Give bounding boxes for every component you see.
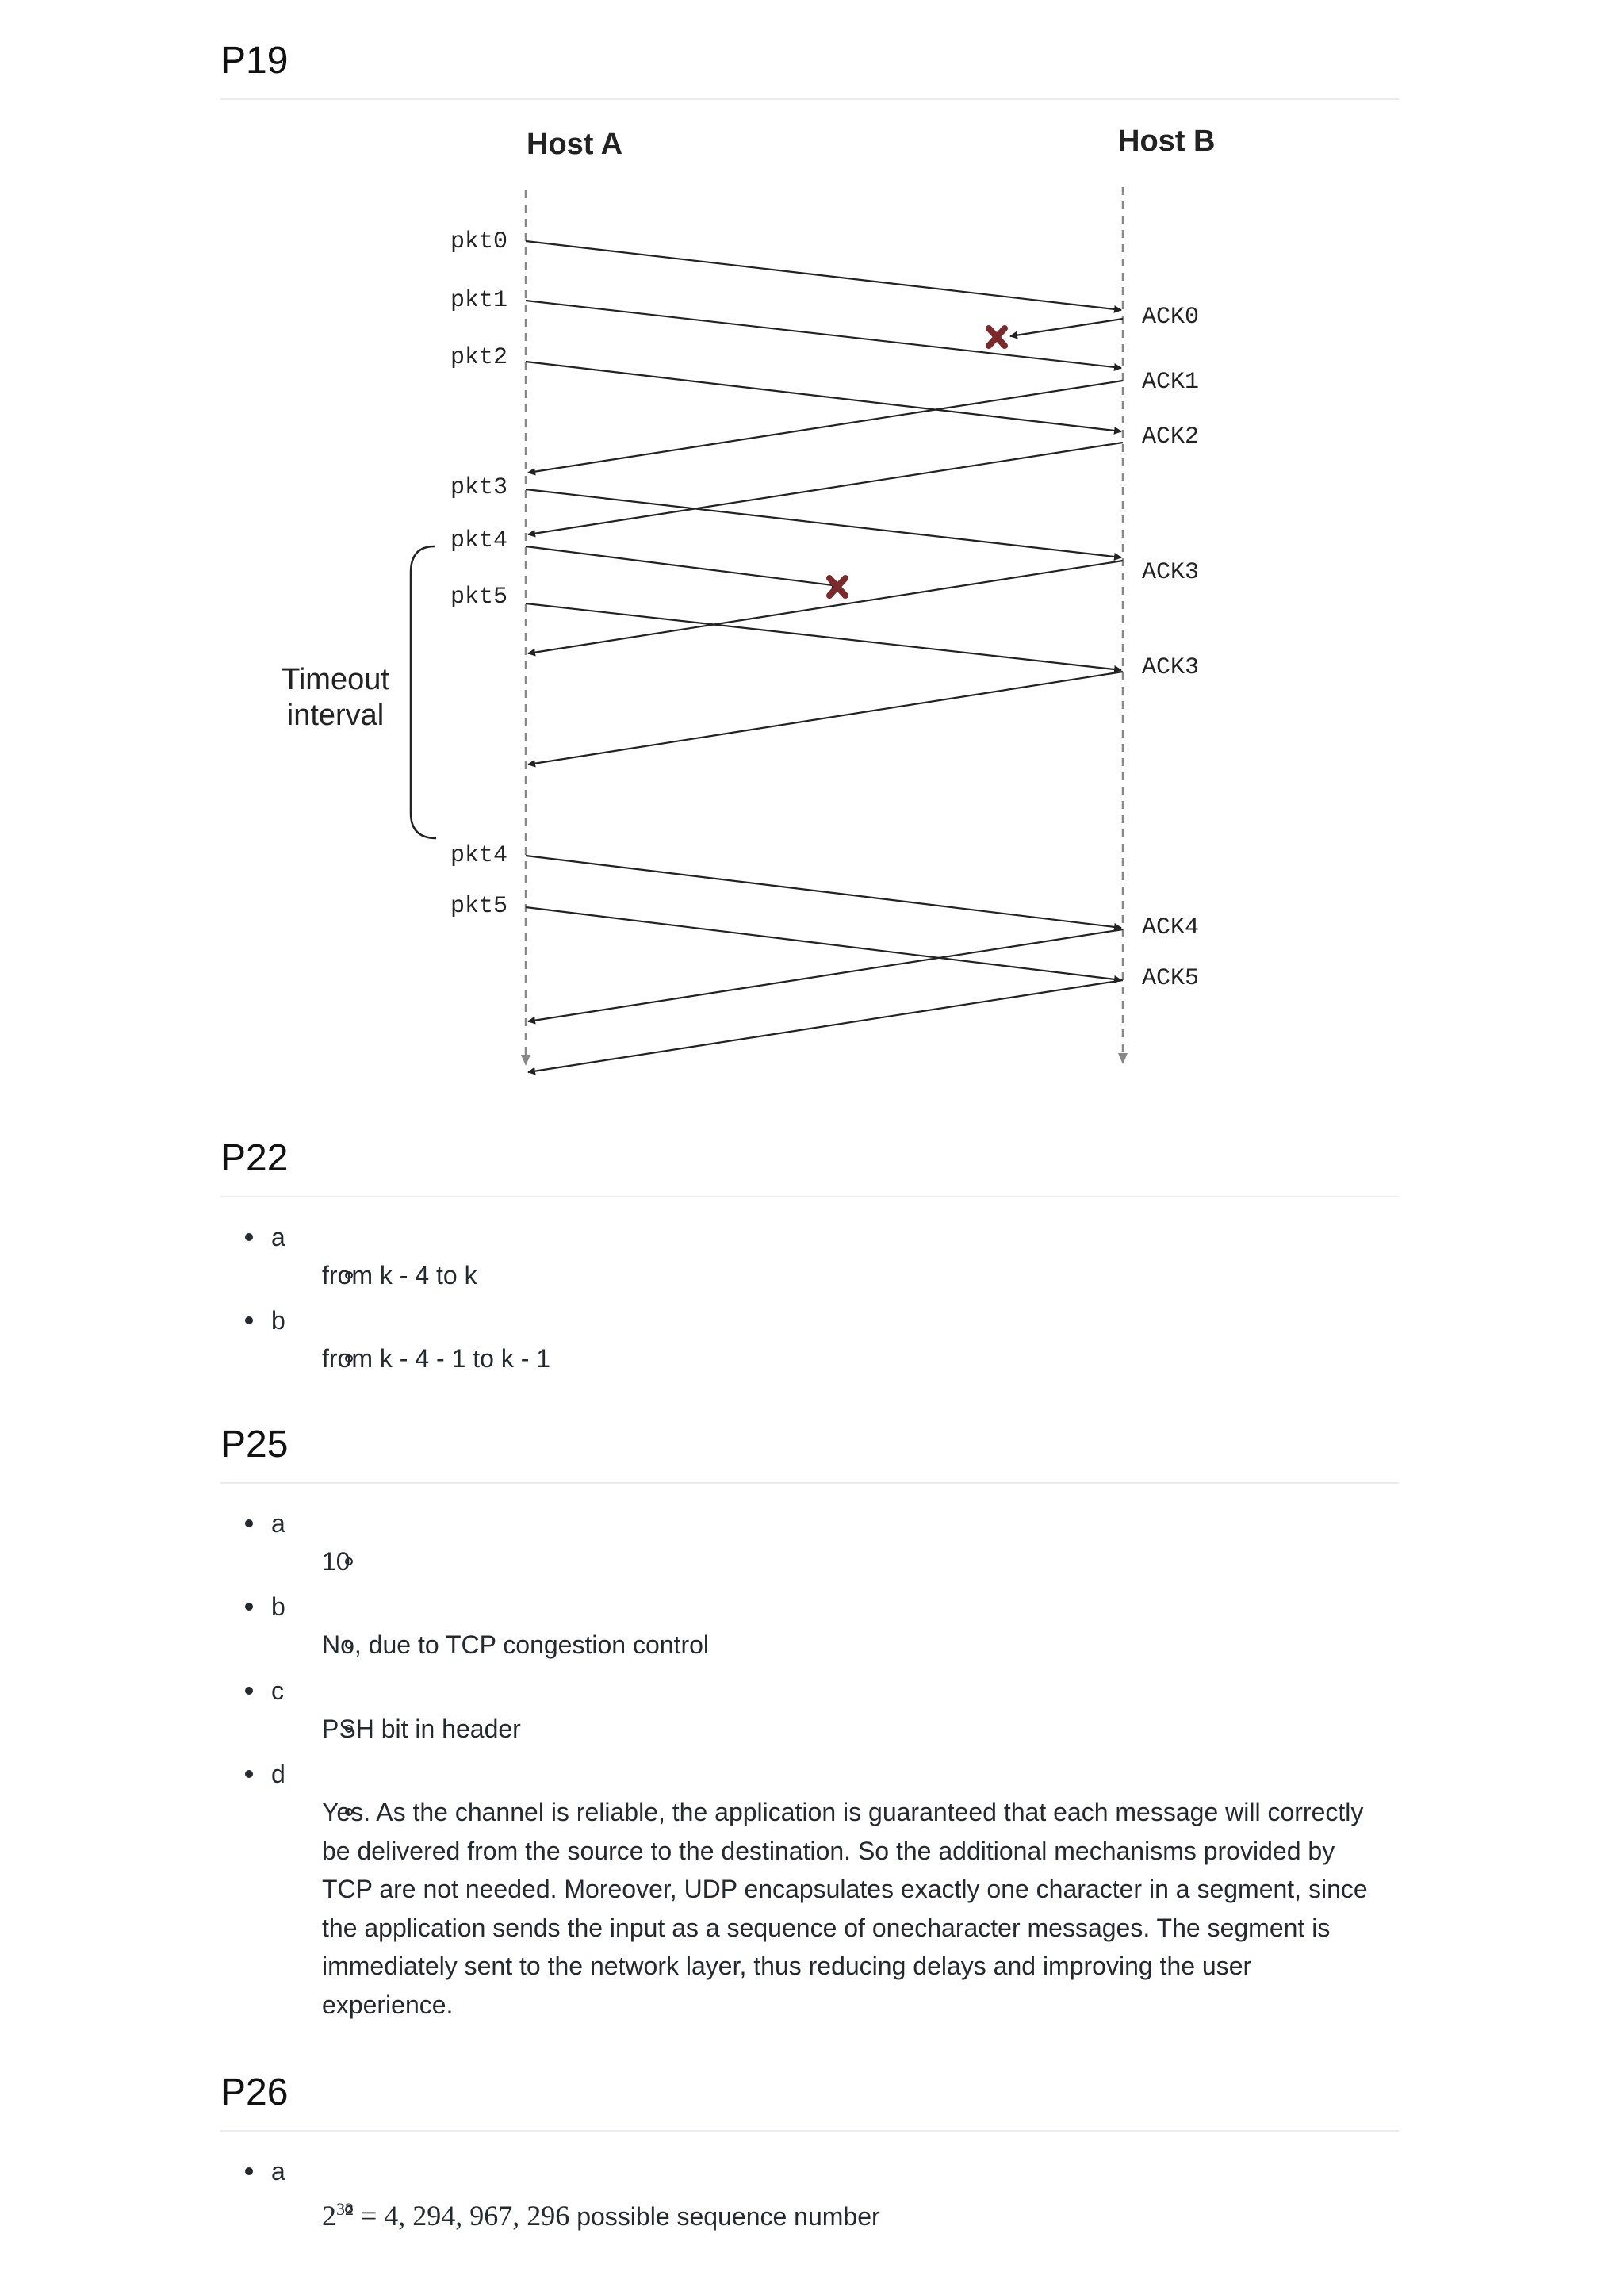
answer-list bbox=[220, 2152, 1399, 2236]
arrow-pkt2 bbox=[526, 362, 1121, 431]
arrow-ack0-lost bbox=[1010, 319, 1123, 336]
packet-label: pkt4 bbox=[450, 527, 508, 554]
list-item bbox=[220, 1301, 1399, 1378]
answer-text: No, due to TCP congestion control bbox=[322, 1630, 709, 1660]
arrow-pkt1 bbox=[526, 301, 1121, 368]
section-title: P19 bbox=[220, 38, 1399, 100]
packet-label: pkt2 bbox=[450, 344, 508, 371]
arrow-ack2 bbox=[528, 443, 1123, 534]
ack-label: ACK2 bbox=[1142, 423, 1200, 450]
host-b-timeline-arrow bbox=[1118, 1053, 1128, 1064]
arrow-ack3 bbox=[528, 561, 1123, 653]
answer-text: possible sequence number bbox=[576, 2201, 880, 2231]
section-title: P22 bbox=[220, 1136, 1399, 1197]
packet-label: pkt5 bbox=[450, 584, 508, 611]
math-result: = 4, 294, 967, 296 bbox=[361, 2199, 570, 2232]
math-expression bbox=[322, 2200, 569, 2232]
list-item bbox=[220, 2152, 1399, 2236]
list-item bbox=[220, 1755, 1399, 2024]
section-title: P25 bbox=[220, 1422, 1399, 1484]
list-item bbox=[220, 1672, 1399, 1749]
item-label: a bbox=[271, 1508, 285, 1538]
arrow-pkt5 bbox=[526, 603, 1121, 670]
loss-mark-ack0-icon bbox=[989, 328, 1005, 346]
ack-label: ACK3 bbox=[1142, 559, 1200, 586]
loss-mark-pkt4-icon bbox=[829, 578, 845, 596]
ack-label: ACK3 bbox=[1142, 654, 1200, 681]
packet-label: pkt1 bbox=[450, 287, 508, 314]
host-b-label: Host B bbox=[1118, 125, 1216, 158]
answer-text: 10 bbox=[322, 1546, 350, 1576]
answer-text: Yes. As the channel is reliable, the application is guaranteed that each message will correctly be delivered from the source to the destination. So the additional mechanisms provided by TCP are not needed. Moreover, UDP encapsulates exactly one character in a segment, since the application sends the input as a sequence of onecharacter messages. The segment is immediately sent to the network layer, thus reducing delays and improving the user experience. bbox=[322, 1798, 1368, 2019]
sub-list-item bbox=[271, 1793, 1399, 2024]
item-label: a bbox=[271, 2156, 285, 2186]
list-item bbox=[220, 1504, 1399, 1581]
packet-label: pkt4 bbox=[450, 842, 508, 869]
item-label: a bbox=[271, 1222, 285, 1251]
sub-list-item bbox=[271, 2190, 1399, 2236]
answer-text: from k - 4 - 1 to k - 1 bbox=[322, 1344, 551, 1374]
section-p26 bbox=[220, 2070, 1399, 2243]
answer-list bbox=[220, 1218, 1399, 1378]
timeout-label-line1: Timeout bbox=[282, 663, 389, 696]
answer-list bbox=[220, 1504, 1399, 2025]
answer-text: PSH bit in header bbox=[322, 1714, 521, 1743]
item-label: b bbox=[271, 1592, 285, 1622]
section-p22 bbox=[220, 1136, 1399, 1385]
timeout-brace bbox=[411, 546, 436, 838]
sub-list-item bbox=[271, 1542, 1399, 1581]
item-label: d bbox=[271, 1760, 285, 1789]
ack-label: ACK5 bbox=[1142, 965, 1200, 992]
packet-label: pkt3 bbox=[450, 474, 508, 501]
ack-label: ACK0 bbox=[1142, 304, 1200, 331]
ack-label: ACK1 bbox=[1142, 369, 1200, 396]
section-p25 bbox=[220, 1422, 1399, 2031]
sub-list-item bbox=[271, 1626, 1399, 1665]
arrow-ack1 bbox=[528, 381, 1123, 473]
sub-list-item bbox=[271, 1710, 1399, 1749]
math-base: 2 bbox=[322, 2199, 336, 2232]
timing-diagram bbox=[220, 89, 1399, 1120]
arrow-pkt4-retx bbox=[526, 856, 1121, 928]
arrow-ack3-dup bbox=[528, 672, 1123, 764]
answer-text: from k - 4 to k bbox=[322, 1260, 477, 1289]
arrow-ack5 bbox=[528, 980, 1123, 1072]
item-label: c bbox=[271, 1676, 284, 1705]
section-title: P26 bbox=[220, 2070, 1399, 2132]
packet-label: pkt0 bbox=[450, 228, 508, 255]
math-exponent: 32 bbox=[336, 2198, 354, 2219]
sub-list-item bbox=[271, 1256, 1399, 1295]
arrow-pkt3 bbox=[526, 489, 1121, 557]
sub-list-item bbox=[271, 1339, 1399, 1378]
arrow-pkt4-lost bbox=[526, 546, 839, 586]
timeout-label-line2: interval bbox=[286, 699, 385, 732]
item-label: b bbox=[271, 1306, 285, 1335]
ack-label: ACK4 bbox=[1142, 914, 1200, 941]
list-item bbox=[220, 1588, 1399, 1665]
arrow-pkt0 bbox=[526, 241, 1121, 310]
list-item bbox=[220, 1218, 1399, 1295]
packet-label: pkt5 bbox=[450, 893, 508, 920]
host-a-label: Host A bbox=[527, 128, 623, 161]
host-a-timeline-arrow bbox=[521, 1055, 530, 1066]
